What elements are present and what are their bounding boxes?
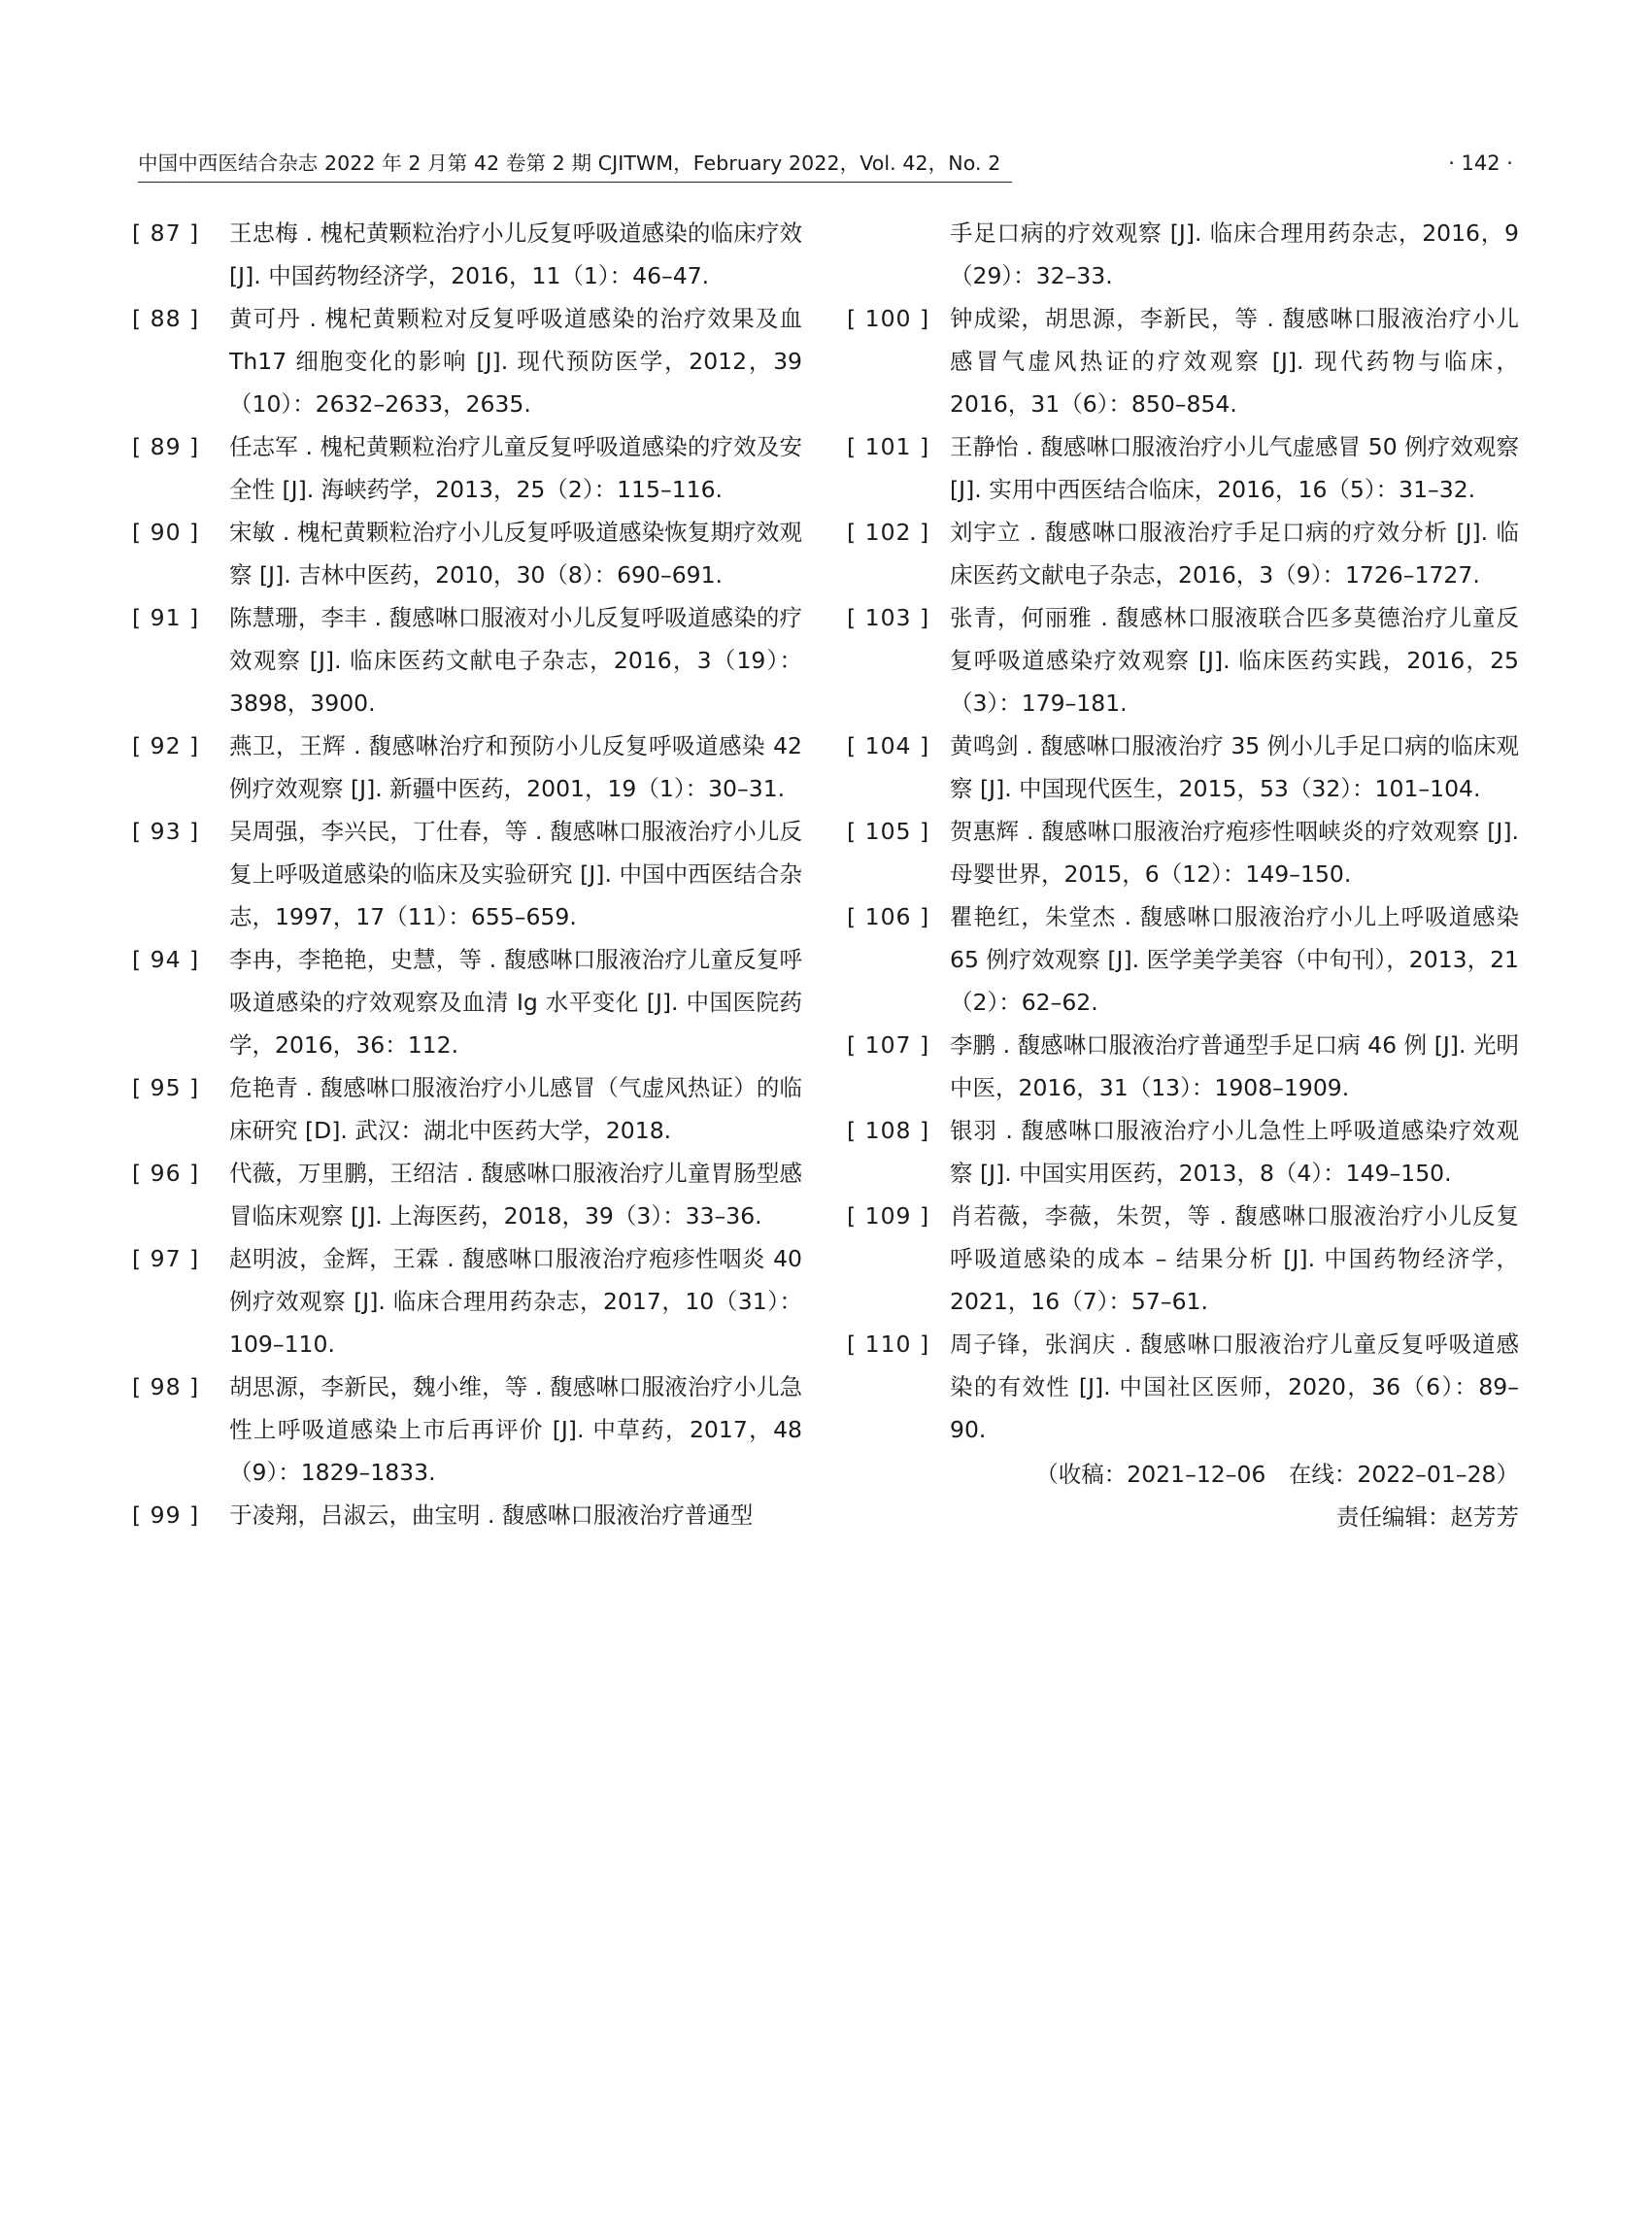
reference-item [847, 1109, 1519, 1195]
reference-text: 危艳青 . 馥感啉口服液治疗小儿感冒（气虚风热证）的临床研究 [D]. 武汉：湖北中医药大学，2018. [229, 1074, 802, 1144]
reference-text: 周子锋，张润庆 . 馥感啉口服液治疗儿童反复呼吸道感染的有效性 [J]. 中国社区医师，2020，36（6）：89–90. [950, 1331, 1519, 1443]
reference-item [847, 596, 1519, 725]
reference-text: 宋敏 . 槐杞黄颗粒治疗小儿反复呼吸道感染恢复期疗效观察 [J]. 吉林中医药，2010，30（8）：690–691. [229, 519, 802, 589]
reference-item [132, 1237, 802, 1365]
reference-number: [ 96 ] [132, 1160, 200, 1187]
reference-item [132, 596, 802, 725]
reference-text: 贺惠辉 . 馥感啉口服液治疗疱疹性咽峡炎的疗效观察 [J]. 母婴世界，2015，6（12）：149–150. [950, 818, 1519, 888]
journal-citation-line: 中国中西医结合杂志 2022 年 2 月第 42 卷第 2 期 CJITWM，February 2022，Vol. 42，No. 2 [138, 152, 1001, 175]
responsible-editor: 责任编辑：赵芳芳 [1336, 1503, 1519, 1531]
reference-number: [ 94 ] [132, 946, 200, 973]
reference-text: 王忠梅 . 槐杞黄颗粒治疗小儿反复呼吸道感染的临床疗效 [J]. 中国药物经济学，2016，11（1）：46–47. [229, 219, 802, 289]
reference-text: 吴周强，李兴民，丁仕春，等 . 馥感啉口服液治疗小儿反复上呼吸道感染的临床及实验研究 [J]. 中国中西医结合杂志，1997，17（11）：655–659. [229, 818, 802, 930]
reference-item [847, 810, 1519, 895]
reference-item [847, 1323, 1519, 1451]
reference-number: [ 95 ] [132, 1074, 200, 1101]
reference-item [132, 1365, 802, 1494]
reference-number: [ 98 ] [132, 1373, 200, 1400]
reference-text: 李鹏 . 馥感啉口服液治疗普通型手足口病 46 例 [J]. 光明中医，2016，31（13）：1908–1909. [950, 1031, 1519, 1101]
reference-number: [ 110 ] [847, 1331, 930, 1358]
reference-number: [ 103 ] [847, 604, 930, 631]
left-column [132, 212, 802, 1536]
reference-number: [ 106 ] [847, 903, 930, 930]
reference-item [132, 1066, 802, 1152]
header-rule [138, 182, 1012, 183]
reference-number: [ 102 ] [847, 519, 930, 546]
reference-number: [ 90 ] [132, 519, 200, 546]
reference-item [132, 297, 802, 425]
reference-number: [ 92 ] [132, 732, 200, 759]
reference-number: [ 108 ] [847, 1117, 930, 1144]
received-online-dates: （收稿：2021–12–06 在线：2022–01–28） [1035, 1461, 1519, 1488]
reference-text: 胡思源，李新民，魏小维，等 . 馥感啉口服液治疗小儿急性上呼吸道感染上市后再评价 [J]. 中草药，2017，48（9）：1829–1833. [229, 1373, 802, 1486]
reference-text: 陈慧珊，李丰 . 馥感啉口服液对小儿反复呼吸道感染的疗效观察 [J]. 临床医药文献电子杂志，2016，3（19）：3898，3900. [229, 604, 802, 717]
reference-item [132, 511, 802, 596]
reference-number: [ 100 ] [847, 305, 930, 332]
reference-text: 赵明波，金辉，王霖 . 馥感啉口服液治疗疱疹性咽炎 40 例疗效观察 [J]. 临床合理用药杂志，2017，10（31）：109–110. [229, 1245, 802, 1358]
reference-item [847, 1024, 1519, 1109]
reference-item [847, 725, 1519, 810]
page-number: · 142 · [1448, 152, 1513, 175]
reference-item [847, 297, 1519, 425]
reference-number: [ 97 ] [132, 1245, 200, 1272]
reference-number: [ 99 ] [132, 1501, 200, 1529]
reference-number: [ 109 ] [847, 1202, 930, 1230]
reference-number: [ 91 ] [132, 604, 200, 631]
reference-text: 于凌翔，吕淑云，曲宝明 . 馥感啉口服液治疗普通型 [229, 1501, 754, 1529]
reference-continuation: 手足口病的疗效观察 [J]. 临床合理用药杂志，2016，9（29）：32–33. [950, 219, 1519, 289]
reference-item [132, 1152, 802, 1237]
reference-item [847, 511, 1519, 596]
reference-text: 刘宇立 . 馥感啉口服液治疗手足口病的疗效分析 [J]. 临床医药文献电子杂志，2016，3（9）：1726–1727. [950, 519, 1519, 589]
reference-text: 燕卫，王辉 . 馥感啉治疗和预防小儿反复呼吸道感染 42 例疗效观察 [J]. 新疆中医药，2001，19（1）：30–31. [229, 732, 802, 802]
reference-text: 银羽 . 馥感啉口服液治疗小儿急性上呼吸道感染疗效观察 [J]. 中国实用医药，2013，8（4）：149–150. [950, 1117, 1519, 1187]
reference-number: [ 101 ] [847, 433, 930, 460]
reference-item [132, 725, 802, 810]
reference-text: 黄鸣剑 . 馥感啉口服液治疗 35 例小儿手足口病的临床观察 [J]. 中国现代医生，2015，53（32）：101–104. [950, 732, 1519, 802]
reference-number: [ 105 ] [847, 818, 930, 845]
reference-item [847, 1195, 1519, 1323]
reference-item [132, 938, 802, 1066]
reference-text: 任志军 . 槐杞黄颗粒治疗儿童反复呼吸道感染的疗效及安全性 [J]. 海峡药学，2013，25（2）：115–116. [229, 433, 802, 503]
reference-number: [ 107 ] [847, 1031, 930, 1059]
reference-item [132, 810, 802, 938]
reference-text: 张青，何丽雅 . 馥感林口服液联合匹多莫德治疗儿童反复呼吸道感染疗效观察 [J]. 临床医药实践，2016，25（3）：179–181. [950, 604, 1519, 717]
reference-number: [ 87 ] [132, 219, 200, 247]
reference-text: 王静怡 . 馥感啉口服液治疗小儿气虚感冒 50 例疗效观察 [J]. 实用中西医结合临床，2016，16（5）：31–32. [950, 433, 1519, 503]
reference-text: 黄可丹 . 槐杞黄颗粒对反复呼吸道感染的治疗效果及血 Th17 细胞变化的影响 [J]. 现代预防医学，2012，39（10）：2632–2633，2635. [229, 305, 802, 418]
reference-text: 代薇，万里鹏，王绍洁 . 馥感啉口服液治疗儿童胃肠型感冒临床观察 [J]. 上海医药，2018，39（3）：33–36. [229, 1160, 802, 1230]
reference-number: [ 88 ] [132, 305, 200, 332]
reference-number: [ 93 ] [132, 818, 200, 845]
reference-item [132, 1494, 802, 1536]
reference-item [847, 895, 1519, 1024]
reference-item [132, 425, 802, 511]
reference-number: [ 104 ] [847, 732, 930, 759]
right-column [847, 212, 1519, 1538]
reference-text: 李冉，李艳艳，史慧，等 . 馥感啉口服液治疗儿童反复呼吸道感染的疗效观察及血清 Ig 水平变化 [J]. 中国医院药学，2016，36：112. [229, 946, 802, 1059]
reference-item [847, 425, 1519, 511]
reference-item [132, 212, 802, 297]
reference-text: 钟成梁，胡思源，李新民，等 . 馥感啉口服液治疗小儿感冒气虚风热证的疗效观察 [J]. 现代药物与临床，2016，31（6）：850–854. [950, 305, 1519, 418]
reference-text: 肖若薇，李薇，朱贺，等 . 馥感啉口服液治疗小儿反复呼吸道感染的成本 – 结果分析 [J]. 中国药物经济学，2021，16（7）：57–61. [950, 1202, 1519, 1315]
reference-number: [ 89 ] [132, 433, 200, 460]
reference-text: 瞿艳红，朱堂杰 . 馥感啉口服液治疗小儿上呼吸道感染 65 例疗效观察 [J]. 医学美学美容（中旬刊），2013，21（2）：62–62. [950, 903, 1520, 1016]
running-header [138, 148, 1517, 185]
